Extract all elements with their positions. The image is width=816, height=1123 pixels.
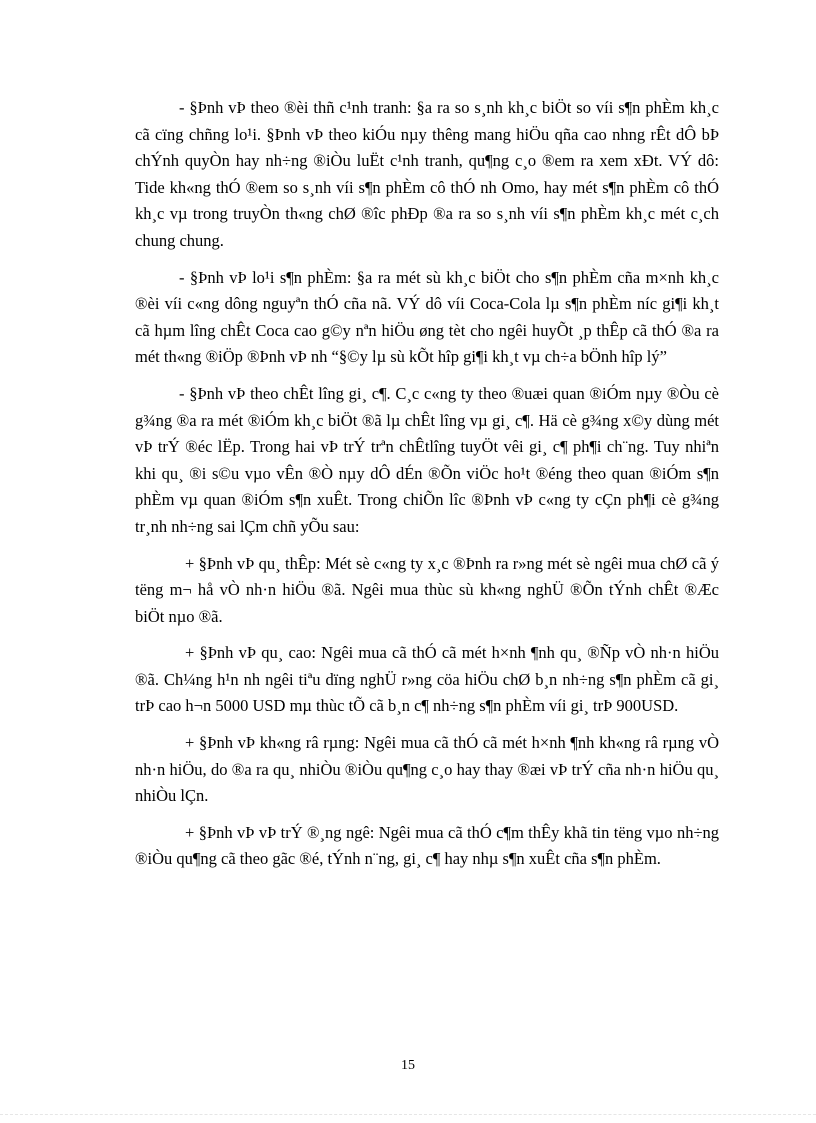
paragraph-product-type-positioning: - §Þnh vÞ lo¹i s¶n phÈm: §a ra mét sù kh¸c biÖt cho s¶n phÈm cña m×nh kh¸c ®èi víi c«ng dông nguyªn thÓ cña nã. VÝ dô víi Coca-Cola lµ s¶n phÈm níc gi¶i kh¸t cã hµm lîng chÊt Coca cao g©y nªn hiÖu øng tèt cho ngêi huyÕt ¸p thÊp cã thÓ ®a ra mét th«ng ®iÖp ®Þnh vÞ nh “§©y lµ sù kÕt hîp gi¶i kh¸t vµ ch÷a bÖnh hîp lý” [135,267,719,367]
page-bottom-divider [0,1114,816,1115]
paragraph-confused-positioning: + §Þnh vÞ kh«ng râ rµng: Ngêi mua cã thÓ cã mét h×nh ¶nh kh«ng râ rµng vÒ nh·n hiÖu, do ®a ra qu¸ nhiÒu ®iÒu qu¶ng c¸o hay thay ®æi vÞ trÝ cña nh·n hiÖu qu¸ nhiÒu lÇn. [135,733,719,806]
paragraph-under-positioning: + §Þnh vÞ qu¸ thÊp: Mét sè c«ng ty x¸c ®Þnh ra r»ng mét sè ngêi mua chØ cã ý tëng m¬ hå vÒ nh·n hiÖu ®ã. Ngêi mua thùc sù kh«ng nghÜ ®Õn tÝnh chÊt ®Æc biÖt nµo ®ã. [135,553,719,626]
paragraph-quality-price-positioning: - §Þnh vÞ theo chÊt lîng gi¸ c¶. C¸c c«ng ty theo ®uæi quan ®iÓm nµy ®Òu cè g¾ng ®a ra mét ®iÓm kh¸c biÖt ®ã lµ chÊt lîng vµ gi¸ c¶. Hä cè g¾ng x©y dùng mét vÞ trÝ ®éc lËp. Trong hai vÞ trÝ trªn chÊtlîng tuyÖt vêi gi¸ c¶ ph¶i ch¨ng. Tuy nhiªn khi qu¸ ®i s©u vµo vÊn ®Ò nµy dÔ dÉn ®Õn viÖc ho¹t ®éng theo quan ®iÓm s¶n phÈm vµ quan ®iÓm s¶n xuÊt. Trong chiÕn lîc ®Þnh vÞ c«ng ty cÇn ph¶i cè g¾ng tr¸nh nh÷ng sai lÇm chñ yÕu sau: [135,383,719,536]
page-number: 15 [401,1058,415,1073]
paragraph-doubtful-positioning: + §Þnh vÞ vÞ trÝ ®¸ng ngê: Ngêi mua cã thÓ c¶m thÊy khã tin tëng vµo nh÷ng ®iÒu qu¶ng cã theo gãc ®é, tÝnh n¨ng, gi¸ c¶ hay nhµ s¶n xuÊt cña s¶n phÈm. [135,822,719,869]
paragraph-over-positioning: + §Þnh vÞ qu¸ cao: Ngêi mua cã thÓ cã mét h×nh ¶nh qu¸ ®Ñp vÒ nh·n hiÖu ®ã. Ch¼ng h¹n nh ngêi tiªu dïng nghÜ r»ng cöa hiÖu chØ b¸n nh÷ng s¶n phÈm cã gi¸ trÞ cao h¬n 5000 USD mµ thùc tÕ cã b¸n c¶ nh÷ng s¶n phÈm víi gi¸ trÞ 900USD. [135,643,719,716]
paragraph-competitor-positioning: - §Þnh vÞ theo ®èi thñ c¹nh tranh: §a ra so s¸nh kh¸c biÖt so víi s¶n phÈm kh¸c cã cïng chñng lo¹i. §Þnh vÞ theo kiÓu nµy thêng mang hiÖu qña cao nhng rÊt dÔ bÞ chÝnh quyÒn hay nh÷ng ®iÒu luËt c¹nh tranh, qu¶ng c¸o ®em ra xem xÐt. VÝ dô: Tide kh«ng thÓ ®em so s¸nh víi s¶n phÈm cô thÓ nh Omo, hay mét s¶n phÈm cô thÓ kh¸c vµ trong truyÒn th«ng chØ ®îc phÐp ®a ra so s¸nh víi s¶n phÈm kh¸c mét c¸ch chung chung. [135,98,719,250]
document-body [135,95,719,883]
